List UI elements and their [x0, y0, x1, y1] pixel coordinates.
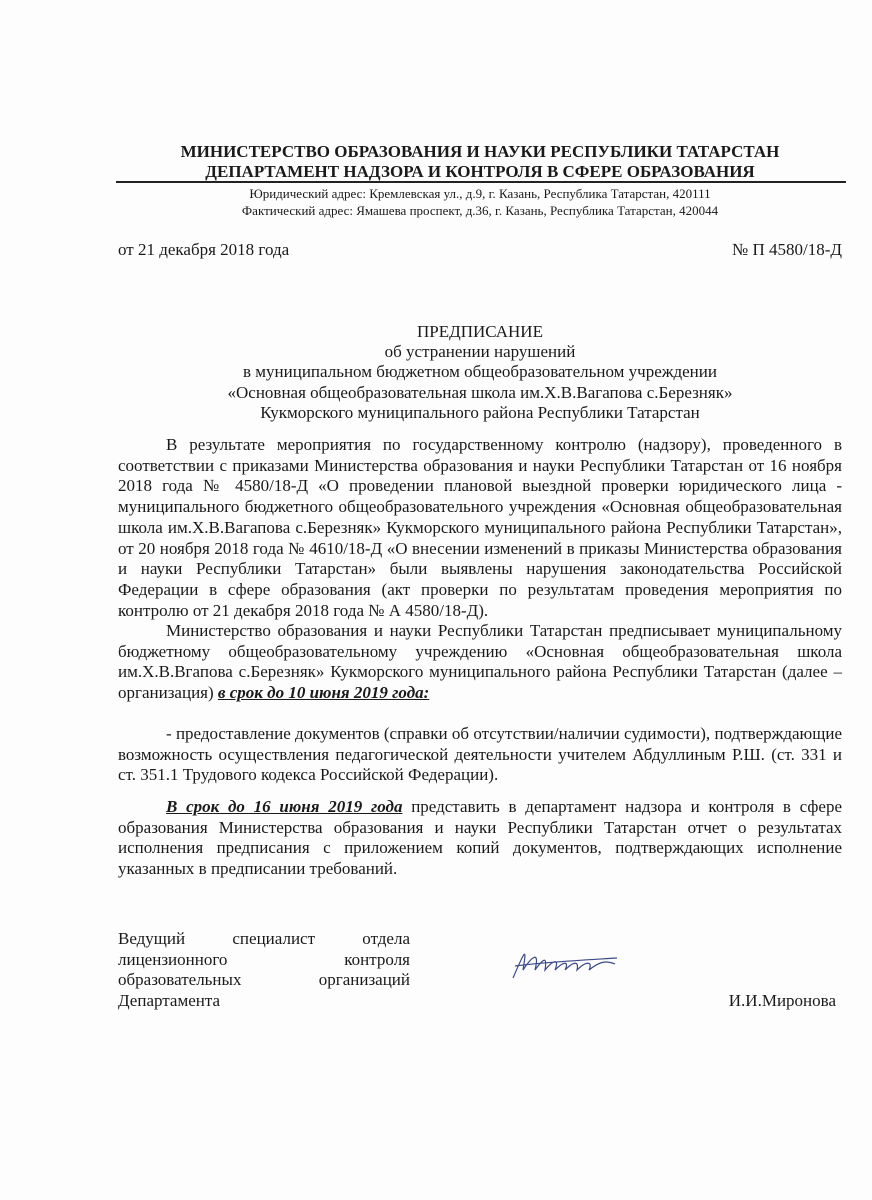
- report-text: представить в департамент надзора и контроля в сфере образования Министерства образования и науки Республики Татарстан отчет о результатах исполнения предписания с приложением копий документов, подтверждающих исполнение указанных в предписании требований.: [118, 797, 843, 879]
- paragraph-report: [118, 797, 842, 880]
- title-line-1: об устранении нарушений: [384, 342, 576, 361]
- title-line-4: Кукморского муниципального района Республики Татарстан: [260, 403, 700, 422]
- document-title: ПРЕДПИСАНИЕ: [417, 322, 543, 341]
- actual-address: Фактический адрес: Ямашева проспект, д.36, г. Казань, Республика Татарстан, 420044: [241, 203, 719, 218]
- header-divider: [116, 181, 846, 183]
- document-number: № П 4580/18-Д: [732, 240, 842, 259]
- order-text: Министерство образования и науки Республики Татарстан предписывает муниципальному бюджетному общеобразовательному учреждению «Основная общеобразовательная школа им.Х.В.Вгапова с.Березняк» Кукморского муниципального района Республики Татарстан (далее – организация): [118, 621, 842, 703]
- title-line-2: в муниципальном бюджетном общеобразовательном учреждении: [243, 362, 717, 381]
- document-date: от 21 декабря 2018 года: [118, 240, 290, 259]
- report-deadline: В срок до 16 июня 2019 года: [166, 797, 403, 816]
- legal-address: Юридический адрес: Кремлевская ул., д.9, г. Казань, Республика Татарстан, 420111: [249, 186, 711, 201]
- handwritten-signature: [505, 940, 625, 985]
- order-deadline: в срок до 10 июня 2019 года:: [217, 683, 430, 703]
- ministry-heading: МИНИСТЕРСТВО ОБРАЗОВАНИЯ И НАУКИ РЕСПУБЛИКИ ТАТАРСТАН: [180, 142, 780, 161]
- paragraph-findings: В результате мероприятия по государственному контролю (надзору), проведенного в соответствии с приказами Министерства образования и науки Республики Татарстан от 16 ноября 2018 года № 4580/18-Д «О проведении плановой выездной проверки юридического лица - муниципального бюджетного общеобразовательного учреждения «Основная общеобразовательная школа им.Х.В.Вагапова с.Березняк» Кукморского муниципального района Республики Татарстан», от 20 ноября 2018 года № 4610/18-Д «О внесении изменений в приказы Министерства образования и науки Республики Татарстан» были выявлены нарушения законодательства Российской Федерации в сфере образования (акт проверки по результатам проведения мероприятия по контролю от 21 декабря 2018 года № А 4580/18-Д).: [118, 435, 842, 620]
- signer-name: И.И.Миронова: [728, 991, 836, 1010]
- department-heading: ДЕПАРТАМЕНТ НАДЗОРА И КОНТРОЛЯ В СФЕРЕ ОБРАЗОВАНИЯ: [205, 162, 755, 181]
- signer-position: Ведущий специалист отдела лицензионного контроля образовательных организаций Департамента: [118, 929, 410, 1011]
- title-line-3: «Основная общеобразовательная школа им.Х.В.Вагапова с.Березняк»: [227, 383, 733, 402]
- paragraph-order: [118, 621, 842, 704]
- requirement-item: - предоставление документов (справки об отсутствии/наличии судимости), подтверждающие возможность осуществления педагогической деятельности учителем Абдуллиным Р.Ш. (ст. 331 и ст. 351.1 Трудового кодекса Российской Федерации).: [118, 724, 842, 785]
